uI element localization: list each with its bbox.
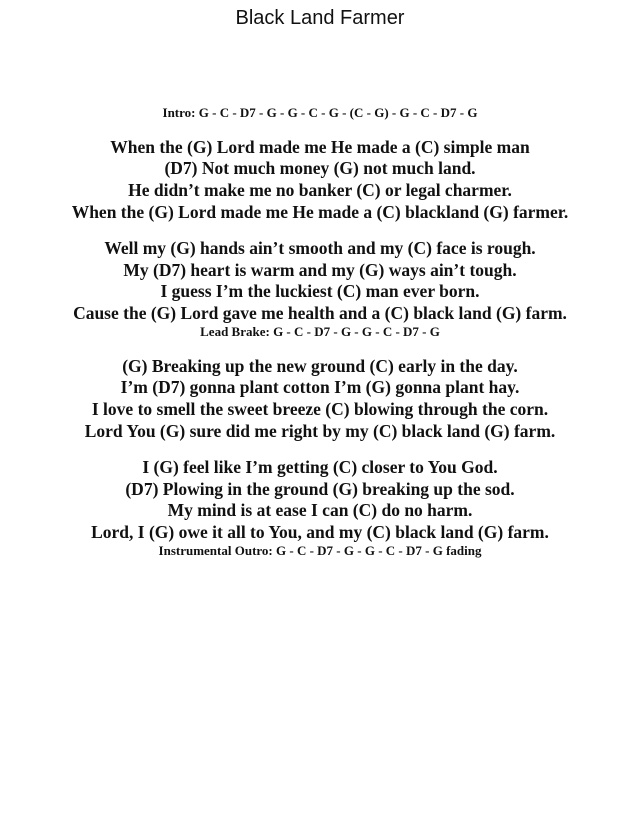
verse3-line-1: (G) Breaking up the new ground (C) early in the day. — [122, 356, 518, 376]
verse4-line-4: Lord, I (G) owe it all to You, and my (C) black land (G) farm. — [91, 522, 549, 542]
outro-chords: Instrumental Outro: G - C - D7 - G - G - C - D7 - G fading — [158, 543, 482, 558]
intro-chords: Intro: G - C - D7 - G - G - C - G - (C - G) - G - C - D7 - G — [162, 105, 478, 120]
verse3-line-3: I love to smell the sweet breeze (C) blowing through the corn. — [91, 399, 549, 419]
verse2-line-2: My (D7) heart is warm and my (G) ways ain’t tough. — [123, 260, 517, 280]
verse3-line-4: Lord You (G) sure did me right by my (C) black land (G) farm. — [84, 421, 556, 441]
verse1-line-4: When the (G) Lord made me He made a (C) blackland (G) farmer. — [71, 202, 569, 222]
verse2-line-1: Well my (G) hands ain’t smooth and my (C) face is rough. — [104, 238, 536, 258]
verse3-line-2: I’m (D7) gonna plant cotton I’m (G) gonna plant hay. — [120, 377, 520, 397]
verse2-line-4: Cause the (G) Lord gave me health and a (C) black land (G) farm. — [73, 303, 567, 323]
page-title: Black Land Farmer — [235, 7, 405, 29]
verse1-line-2: (D7) Not much money (G) not much land. — [164, 158, 476, 178]
verse4-line-1: I (G) feel like I’m getting (C) closer to You God. — [142, 457, 498, 477]
verse2-line-3: I guess I’m the luckiest (C) man ever born. — [160, 281, 480, 301]
verse4-line-2: (D7) Plowing in the ground (G) breaking up the sod. — [125, 479, 515, 499]
lead-break-chords: Lead Brake: G - C - D7 - G - G - C - D7 - G — [200, 324, 440, 339]
verse1-line-1: When the (G) Lord made me He made a (C) simple man — [110, 137, 530, 157]
verse4-line-3: My mind is at ease I can (C) do no harm. — [167, 500, 473, 520]
verse1-line-3: He didn’t make me no banker (C) or legal charmer. — [128, 180, 512, 200]
